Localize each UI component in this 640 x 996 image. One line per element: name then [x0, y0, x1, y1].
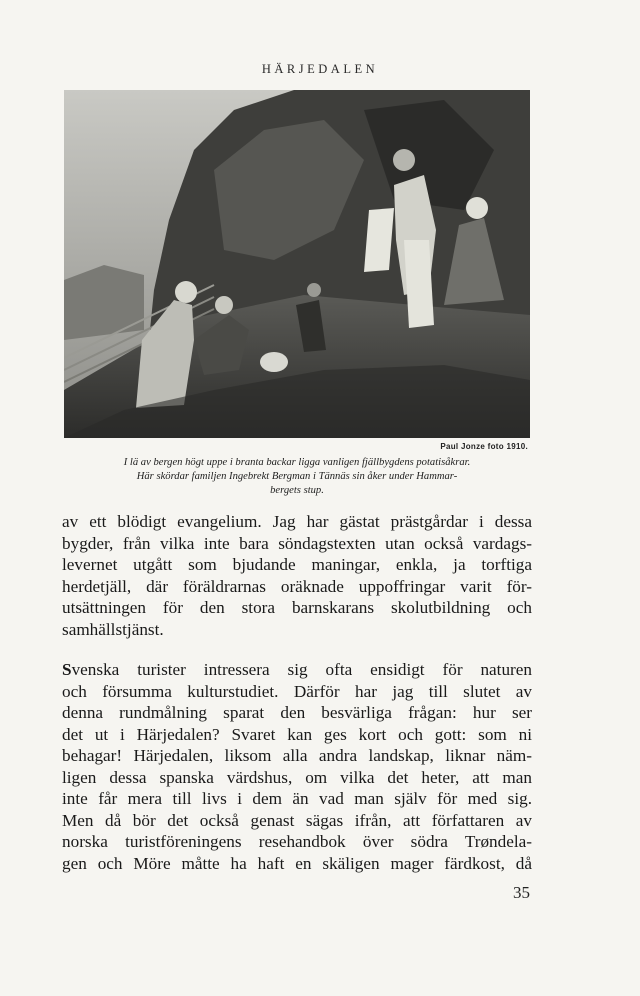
text-line: levernet utgått som bjudande maningar, enkla, ja torftiga [62, 555, 532, 574]
text-line: norska turistföreningens resehandbok över södra Trøndela- [62, 832, 532, 851]
text-line: gen och Möre måtte ha haft en skäligen mager färdkost, då [62, 853, 532, 873]
photo-caption [64, 456, 530, 498]
text-line: det ut i Härjedalen? Svaret kan ges kort och gott: som ni [62, 724, 532, 744]
page-number: 35 [513, 883, 530, 902]
caption-line: I lä av bergen högt uppe i branta backar ligga vanligen fjällbygdens potatisåkrar. [123, 457, 471, 468]
running-head: HÄRJEDALEN [261, 62, 379, 76]
text-line: av ett blödigt evangelium. Jag har gästat prästgårdar i dessa [62, 512, 532, 531]
photo-illustration [64, 90, 530, 438]
potato-harvest-photo [64, 90, 530, 438]
first-line-rest: venska turister intressera sig ofta ensidigt för naturen [71, 660, 532, 679]
text-line: och försumma kulturstudiet. Därför har jag till slutet av [62, 681, 532, 701]
text-line: utsättningen för den stora barnskarans skolutbildning och [62, 598, 532, 617]
lead-initial: S [62, 660, 72, 679]
text-line: bygder, från vilka inte bara söndagstexten utan också vardags- [62, 533, 532, 553]
text-line: inte får mera till livs i dem än vad man själv för med sig. [62, 789, 532, 808]
text-line: Men då bör det också genast sägas ifrån, att författaren av [62, 810, 532, 830]
photo-credit: Paul Jonze foto 1910. [440, 442, 528, 451]
text-line: denna rundmålning sparat den besvärliga frågan: hur ser [62, 703, 532, 722]
text-line: ligen dessa spanska värdshus, om vilka det heter, att man [62, 767, 532, 787]
caption-line: Här skördar familjen Ingebrekt Bergman i Tännäs sin åker under Hammar- [136, 471, 458, 482]
paragraph-1 [62, 511, 532, 640]
paragraph-2 [62, 659, 532, 874]
text-line: behagar! Härjedalen, liksom alla andra landskap, liknar näm- [62, 746, 532, 765]
text-line [62, 659, 532, 681]
text-line: samhällstjänst. [62, 619, 164, 639]
caption-line: bergets stup. [270, 485, 324, 496]
text-line: herdetjäll, där föräldrarnas oräknade uppoffringar varit för- [62, 576, 532, 596]
